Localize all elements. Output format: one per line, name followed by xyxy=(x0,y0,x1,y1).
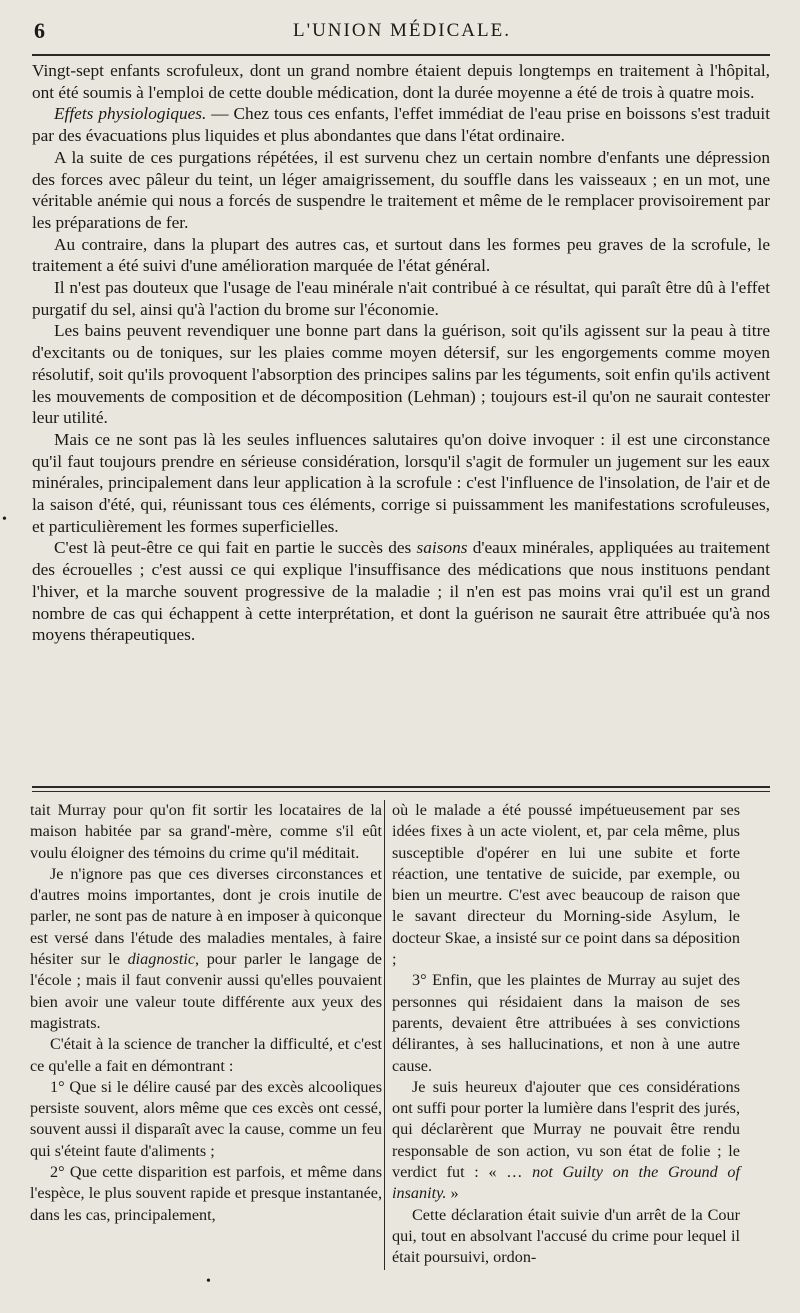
paragraph-text: Mais ce ne sont pas là les seules influences salutaires qu'on doive invoquer : il est une circonstance qu'il faut toujours prendre en sérieuse considération, lorsqu'il s'agit de formuler un jugement sur les eaux minérales, principalement dans leur application à la scrofule : c'est l'influence de l'insolation, de l'air et de la saison d'été, qui, réunissant tous ces éléments, corrige si puissamment les manifestations scrofuleuses, et particulièrement les formes superficielles. xyxy=(32,429,770,536)
section-divider-thin xyxy=(32,791,770,792)
margin-bullet: • xyxy=(2,512,7,527)
paragraph xyxy=(32,234,770,277)
italic-phrase: not Guilty on the Ground of insanity. xyxy=(392,1163,741,1203)
paragraph-text: , pour parler le langage de l'école ; mais il faut convenir aussi qu'elles pouvaient bien avoir une valeur toute différente aux yeux des magistrats. xyxy=(30,950,382,1032)
paragraph-text: Il n'est pas douteux que l'usage de l'eau minérale n'ait contribué à ce résultat, qui paraît être dû à l'effet purgatif du sel, ainsi qu'à l'action du brome sur l'économie. xyxy=(32,278,770,319)
paragraph-text: tait Murray pour qu'on fit sortir les locataires de la maison habitée par sa grand'-mère, comme s'il eût voulu éloigner des témoins du crime qu'il méditait. xyxy=(30,801,382,862)
page-header xyxy=(34,18,770,46)
footer-dot: • xyxy=(206,1274,211,1289)
main-article-body xyxy=(32,60,770,646)
paragraph-text: 2° Que cette disparition est parfois, et même dans l'espèce, le plus souvent rapide et presque instantanée, dans les cas, principalement, xyxy=(30,1163,382,1224)
paragraph-text: » xyxy=(446,1184,459,1203)
paragraph xyxy=(30,1162,382,1226)
paragraph xyxy=(30,1034,382,1077)
section-divider-thick xyxy=(32,786,770,788)
paragraph-text: Au contraire, dans la plupart des autres cas, et surtout dans les formes peu graves de la scrofule, le traitement a été suivi d'une amélioration marquée de l'état général. xyxy=(32,234,770,276)
paragraph-text: Je n'ignore pas que ces diverses circonstances et d'autres moins importantes, dont je crois inutile de parler, ne sont pas de nature à en imposer à quiconque est versé dans l'étude des maladies mentales, à faire hésiter sur le xyxy=(30,864,382,969)
paragraph-text: où le malade a été poussé impétueusement par ses idées fixes à un acte violent, et, par cela même, plus susceptible d'opérer en lui une subite et forte réaction, une tentative de suicide, par exemple, ou bien un meurtre. C'est avec beaucoup de raison que le savant directeur du Morning-side Asylum, le docteur Skae, a insisté sur ce point dans sa déposition ; xyxy=(392,801,740,969)
paragraph-text: C'était à la science de trancher la difficulté, et c'est ce qu'elle a fait en démontrant : xyxy=(30,1035,382,1075)
header-rule xyxy=(32,54,770,56)
paragraph xyxy=(392,970,740,1076)
paragraph-text: — Chez tous ces enfants, l'effet immédiat de l'eau prise en boissons s'est traduit par des évacuations plus liquides et plus abondantes que dans l'état ordinaire. xyxy=(32,104,770,146)
paragraph-text: Je suis heureux d'ajouter que ces considérations ont suffi pour porter la lumière dans l'esprit des jurés, qui déclarèrent que Murray ne pouvait être rendu responsable de son action, vu son état de folie ; le verdict fut : « … xyxy=(392,1077,740,1182)
paragraph xyxy=(30,1077,382,1162)
paragraph xyxy=(392,1077,740,1205)
paragraph-text: d'eaux minérales, appliquées au traitement des écrouelles ; c'est aussi ce qui explique l'insuffisance des médications que nous instituons pendant l'hiver, et la marche souvent progressive de la maladie ; il n'en est pas moins vrai qu'il est un grand nombre de cas qui échappent à cette interprétation, et dont la guérison ne saurait être attribuée qu'à nos moyens thérapeutiques. xyxy=(32,538,770,645)
paragraph-text: 3° Enfin, que les plaintes de Murray au sujet des personnes qui résidaient dans la maison de ses parents, devaient être attribuées à ses convictions délirantes, à ses hallucinations, et non à une autre cause. xyxy=(392,971,740,1075)
italic-phrase: diagnostic xyxy=(127,950,196,969)
paragraph xyxy=(32,277,770,320)
paragraph xyxy=(32,320,770,429)
paragraph-text: A la suite de ces purgations répétées, il est survenu chez un certain nombre d'enfants une dépression des forces avec pâleur du teint, un léger amaigrissement, du souffle dans les vaisseaux ; en un mot, une véritable anémie qui nous a forcés de suspendre le traitement et même de le remplacer provisoirement par les préparations de fer. xyxy=(32,147,770,232)
paragraph xyxy=(32,147,770,234)
paragraph-text: 1° Que si le délire causé par des excès alcooliques persiste souvent, alors même que ces excès ont cessé, souvent aussi il disparaît avec la cause, comme un feu qui s'éteint faute d'aliments ; xyxy=(30,1077,382,1160)
paragraph xyxy=(32,537,770,646)
paragraph xyxy=(30,864,382,1034)
paragraph xyxy=(32,103,770,146)
feuilleton-right-column xyxy=(392,800,740,1269)
page-number: 6 xyxy=(34,18,45,43)
paragraph xyxy=(32,429,770,538)
paragraph-text: Les bains peuvent revendiquer une bonne part dans la guérison, soit qu'ils agissent sur la peau à titre d'excitants ou de toniques, sur les plaies comme moyen détersif, sur les engorgements comme moyen résolutif, soit qu'ils provoquent l'absorption des principes salins par les téguments, soit enfin qu'ils activent les mouvements de composition et de décomposition (Lehman) ; toujours est-il qu'on ne saurait contester leur utilité. xyxy=(32,321,770,428)
paragraph-text: Cette déclaration était suivie d'un arrêt de la Cour qui, tout en absolvant l'accusé du crime pour lequel il était poursuivi, ordon- xyxy=(392,1205,740,1267)
paragraph-text: C'est là peut-être ce qui fait en partie le succès des xyxy=(54,538,417,558)
running-head: L'UNION MÉDICALE. xyxy=(293,20,511,41)
italic-phrase: saisons xyxy=(416,538,468,558)
paragraph-text: Vingt-sept enfants scrofuleux, dont un grand nombre étaient depuis longtemps en traitement à l'hôpital, ont été soumis à l'emploi de cette double médication, dont la durée moyenne a été de trois à quatre mois. xyxy=(32,61,770,102)
paragraph-lead-italic: Effets physiologiques. xyxy=(54,104,207,124)
feuilleton-left-column xyxy=(30,800,382,1226)
paragraph xyxy=(392,1205,740,1269)
paragraph xyxy=(32,60,770,103)
paragraph xyxy=(392,800,740,970)
paragraph xyxy=(30,800,382,864)
column-divider xyxy=(384,800,385,1270)
